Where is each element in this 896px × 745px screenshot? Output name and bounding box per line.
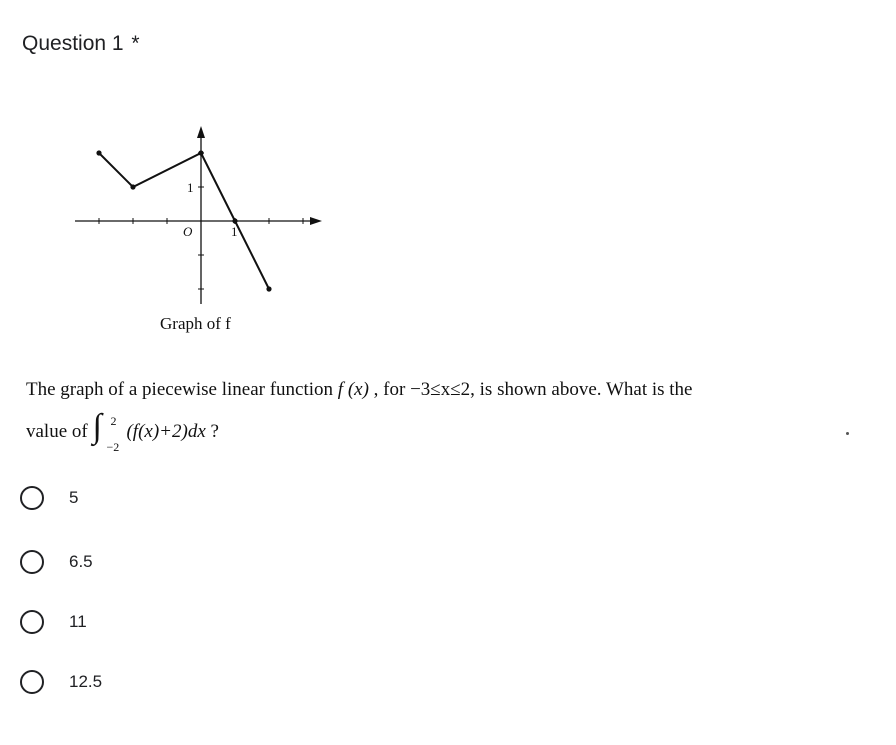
prompt-text-2end: ? — [205, 421, 219, 442]
radio-button[interactable] — [20, 670, 44, 694]
prompt-text-2a: value of — [26, 421, 93, 442]
question-title — [22, 32, 140, 56]
option-2[interactable] — [20, 550, 93, 574]
prompt-line-2 — [26, 407, 219, 454]
option-3[interactable] — [20, 610, 87, 634]
graph-vertex — [198, 150, 203, 155]
radio-button[interactable] — [20, 486, 44, 510]
graph-vertex — [232, 218, 237, 223]
graph-vertex — [266, 286, 271, 291]
x-axis-arrow — [310, 217, 322, 225]
question-title-text: Question 1 — [22, 32, 124, 55]
radio-button[interactable] — [20, 610, 44, 634]
radio-button[interactable] — [20, 550, 44, 574]
option-1[interactable] — [20, 486, 78, 510]
y-axis-arrow — [197, 126, 205, 138]
integral-symbol — [92, 407, 126, 454]
graph-vertex — [96, 150, 101, 155]
integral-sign: ∫ — [92, 407, 102, 445]
option-label: 5 — [69, 488, 79, 507]
integrand: (f(x)+2)dx — [126, 421, 206, 442]
prompt-text-1b: , for −3≤x≤2, is shown above. What is the — [368, 379, 693, 400]
option-label: 12.5 — [69, 672, 103, 691]
x-tick-label: 1 — [231, 224, 238, 239]
graph-vertex — [130, 184, 135, 189]
y-tick-label: 1 — [187, 180, 194, 195]
required-asterisk: * — [131, 32, 140, 55]
prompt-function-fx: f (x) — [337, 379, 369, 400]
prompt-text-1a: The graph of a piecewise linear function — [26, 379, 338, 400]
integral-lower-limit: −2 — [106, 439, 120, 454]
origin-label: O — [183, 224, 193, 239]
integral-upper-limit: 2 — [110, 413, 117, 428]
prompt-line-1 — [26, 376, 693, 404]
function-graph — [70, 118, 340, 340]
option-label: 6.5 — [69, 552, 93, 571]
option-4[interactable] — [20, 670, 102, 694]
stray-dot — [846, 432, 849, 435]
graph-caption: Graph of f — [160, 314, 231, 333]
option-label: 11 — [69, 612, 87, 631]
